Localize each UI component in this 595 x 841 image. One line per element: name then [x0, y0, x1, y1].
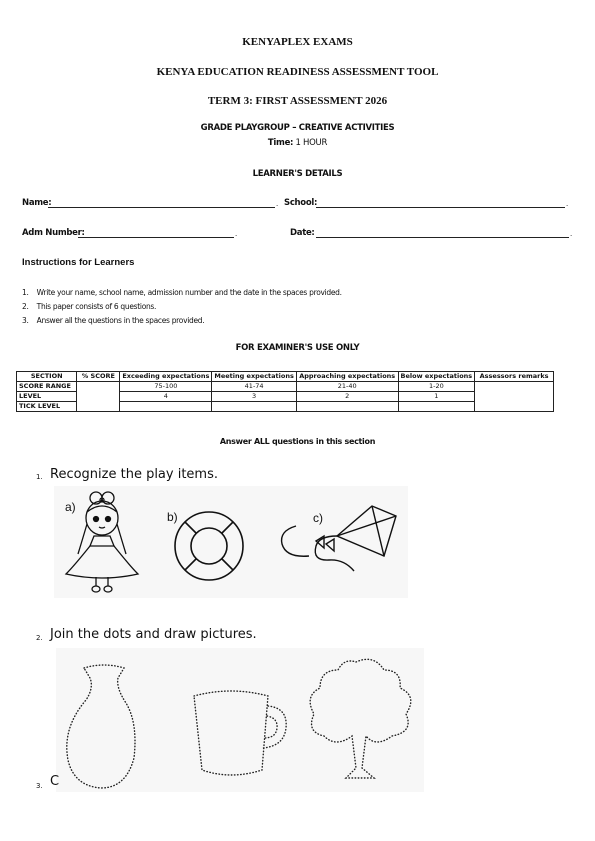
item-label: c): [313, 511, 323, 525]
header-cell: SECTION: [17, 372, 77, 382]
time-value: 1 HOUR: [295, 138, 328, 148]
row-label: LEVEL: [17, 392, 77, 402]
instruction-text: This paper consists of 6 questions.: [36, 302, 157, 311]
instruction-text: Answer all the questions in the spaces provided.: [36, 316, 205, 325]
school-field[interactable]: [316, 207, 565, 208]
adm-number-field[interactable]: [78, 237, 234, 238]
instruction-number: 3.: [22, 316, 29, 325]
tick-cell[interactable]: [398, 402, 475, 412]
org-title: KENYAPLEX EXAMS: [242, 36, 353, 48]
header-cell: Below expectations: [398, 372, 475, 382]
percent-score-cell[interactable]: [77, 382, 120, 412]
name-field-end: .: [276, 199, 279, 208]
assessors-remarks-cell[interactable]: [475, 382, 554, 412]
item-label: a): [65, 500, 76, 514]
examiner-use-title: FOR EXAMINER'S USE ONLY: [235, 343, 360, 353]
examiner-table: [16, 371, 554, 412]
header-cell: Assessors remarks: [475, 372, 554, 382]
name-field[interactable]: [48, 207, 275, 208]
learner-details-title: LEARNER'S DETAILS: [252, 169, 343, 179]
row-label: TICK LEVEL: [17, 402, 77, 412]
adm-number-label: Adm Number:: [22, 228, 85, 238]
header-cell: Meeting expectations: [212, 372, 296, 382]
question-text: Join the dots and draw pictures.: [50, 627, 257, 642]
table-cell: 41-74: [212, 382, 296, 392]
name-label: Name:: [22, 198, 52, 208]
term-title: TERM 3: FIRST ASSESSMENT 2026: [207, 95, 388, 107]
date-field-end: .: [570, 229, 573, 238]
header-cell: Exceeding expectations: [120, 372, 212, 382]
instruction-number: 2.: [22, 302, 29, 311]
instruction-item: [22, 316, 204, 325]
date-label: Date:: [290, 228, 315, 238]
grade-subject-title: GRADE PLAYGROUP – CREATIVE ACTIVITIES: [200, 123, 395, 133]
item-label: b): [167, 510, 178, 524]
instructions-title: Instructions for Learners: [22, 257, 135, 268]
date-field[interactable]: [316, 237, 569, 238]
question-number: 1.: [36, 473, 43, 481]
instruction-number: 1.: [22, 288, 29, 297]
table-row: [17, 382, 554, 392]
table-cell: 3: [212, 392, 296, 402]
table-cell: 2: [296, 392, 398, 402]
question-number: 2.: [36, 634, 43, 642]
header-cell: % SCORE: [77, 372, 120, 382]
table-cell: 75-100: [120, 382, 212, 392]
instruction-item: [22, 288, 342, 297]
play-items-image: [54, 486, 408, 598]
table-cell: 1: [398, 392, 475, 402]
tick-cell[interactable]: [120, 402, 212, 412]
dot-pictures-image: [56, 648, 424, 792]
instruction-text: Write your name, school name, admission number and the date in the spaces provided.: [36, 288, 342, 297]
school-label: School:: [284, 198, 318, 208]
table-header-row: [17, 372, 554, 382]
question-text: C: [50, 774, 60, 789]
table-cell: 4: [120, 392, 212, 402]
time-label: Time:: [267, 138, 294, 148]
instruction-item: [22, 302, 156, 311]
school-field-end: .: [566, 199, 569, 208]
tick-cell[interactable]: [296, 402, 398, 412]
answer-all-note: Answer ALL questions in this section: [219, 437, 376, 446]
row-label: SCORE RANGE: [17, 382, 77, 392]
dotted-tree-icon: [56, 648, 424, 792]
header-cell: Approaching expectations: [296, 372, 398, 382]
tick-cell[interactable]: [212, 402, 296, 412]
assessment-tool-title: KENYA EDUCATION READINESS ASSESSMENT TOOL: [156, 66, 439, 78]
time-line: [0, 138, 595, 148]
table-cell: 1-20: [398, 382, 475, 392]
kite-icon: [54, 486, 408, 598]
table-cell: 21-40: [296, 382, 398, 392]
adm-field-end: .: [235, 229, 238, 238]
question-number: 3.: [36, 782, 43, 790]
question-text: Recognize the play items.: [50, 467, 219, 482]
